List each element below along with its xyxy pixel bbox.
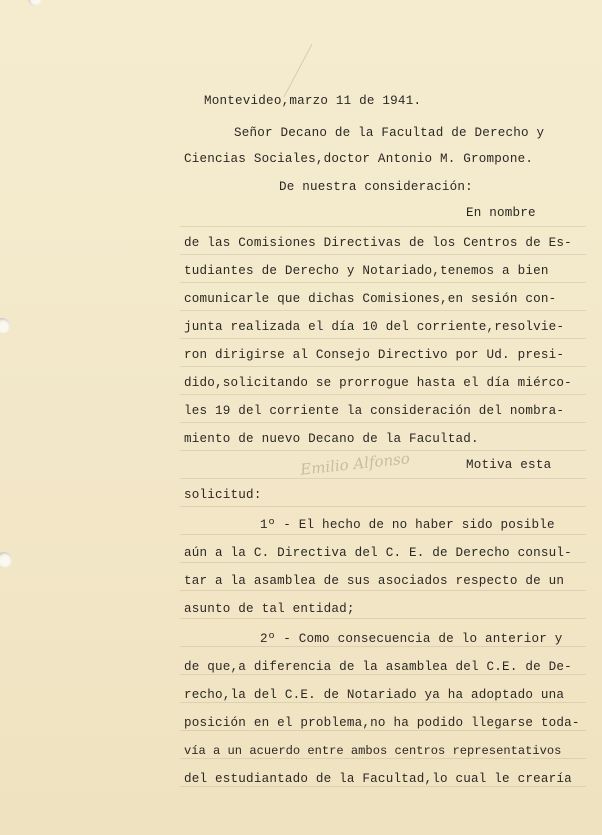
body-line: recho,la del C.E. de Notariado ya ha adoptado una (184, 688, 565, 702)
ruled-line (180, 702, 586, 703)
ruled-line (180, 562, 586, 563)
ruled-line (180, 478, 586, 479)
body-line: comunicarle que dichas Comisiones,en sesión con- (184, 292, 557, 306)
faint-signature: Emilio Alfonso (299, 449, 411, 479)
ruled-line (180, 366, 586, 367)
body-line: dido,solicitando se prorrogue hasta el día miérco- (184, 376, 572, 390)
ruled-line (180, 506, 586, 507)
ruled-line (180, 282, 586, 283)
point-1-line: 1º - El hecho de no haber sido posible (260, 518, 555, 532)
body-line: posición en el problema,no ha podido llegarse toda- (184, 716, 580, 730)
punch-hole-bottom (0, 552, 12, 568)
addressee-line-1: Señor Decano de la Facultad de Derecho y (234, 126, 545, 140)
ruled-line (180, 338, 586, 339)
ruled-line (180, 254, 586, 255)
corner-tear (28, 0, 42, 6)
body-line: tar a la asamblea de sus asociados respecto de un (184, 574, 565, 588)
ruled-line (180, 590, 586, 591)
body-line: de que,a diferencia de la asamblea del C.E. de De- (184, 660, 572, 674)
body-line: miento de nuevo Decano de la Facultad. (184, 432, 479, 446)
ruled-line (180, 450, 586, 451)
body-line: del estudiantado de la Facultad,lo cual le crearía (184, 772, 572, 786)
addressee-line-2: Ciencias Sociales,doctor Antonio M. Grompone. (184, 152, 534, 166)
body-line: junta realizada el día 10 del corriente,resolvie- (184, 320, 565, 334)
ruled-line (180, 534, 586, 535)
ruled-line (180, 394, 586, 395)
point-2-line: 2º - Como consecuencia de lo anterior y (260, 632, 563, 646)
ruled-line (180, 422, 586, 423)
body-line: solicitud: (184, 488, 262, 502)
body-line: aún a la C. Directiva del C. E. de Derecho consul- (184, 546, 572, 560)
ruled-line (180, 786, 586, 787)
body-line: asunto de tal entidad; (184, 602, 355, 616)
body-line: tudiantes de Derecho y Notariado,tenemos a bien (184, 264, 549, 278)
ruled-line (180, 758, 586, 759)
ruled-line (180, 618, 586, 619)
date-line: Montevideo,marzo 11 de 1941. (204, 94, 422, 108)
body-line: En nombre (466, 206, 536, 220)
body-line: vía a un acuerdo entre ambos centros representativos (184, 744, 562, 758)
ruled-line (180, 226, 586, 227)
body-line: les 19 del corriente la consideración del nombra- (184, 404, 565, 418)
ruled-line (180, 310, 586, 311)
ruled-line (180, 730, 586, 731)
salutation: De nuestra consideración: (279, 180, 473, 194)
punch-hole-top (0, 318, 10, 334)
paper-crease (283, 44, 312, 97)
body-line: ron dirigirse al Consejo Directivo por Ud. presi- (184, 348, 565, 362)
ruled-line (180, 646, 586, 647)
ruled-line (180, 674, 586, 675)
body-line: de las Comisiones Directivas de los Centros de Es- (184, 236, 572, 250)
body-line: Motiva esta (466, 458, 552, 472)
